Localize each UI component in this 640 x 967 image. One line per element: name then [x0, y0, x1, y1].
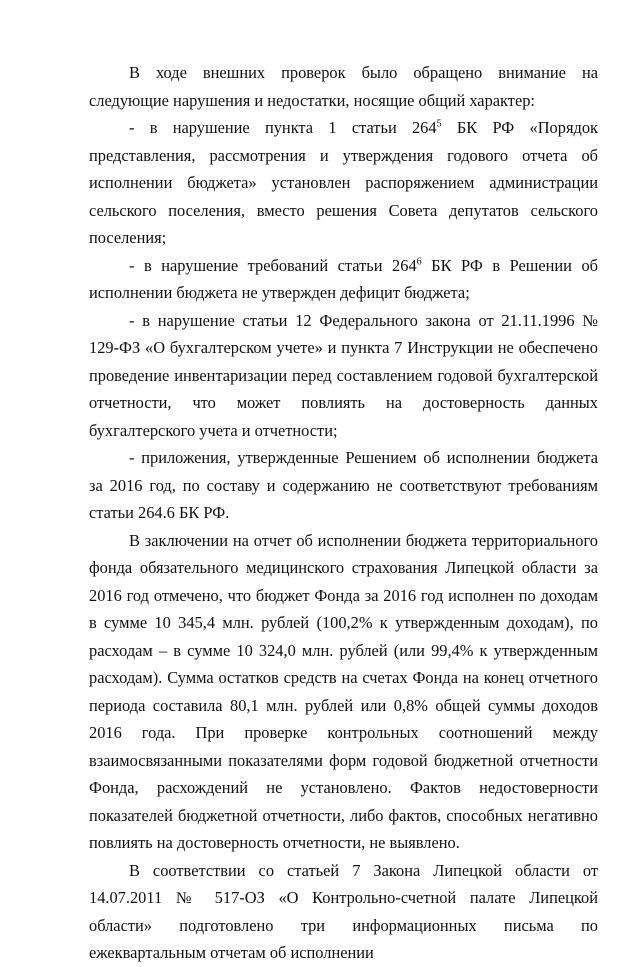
paragraph-text-start: - в нарушение требований статьи 264	[129, 255, 417, 275]
paragraph-text: В ходе внешних проверок было обращено внимание на следующие нарушения и недостатки, носящие общий характер:	[89, 63, 598, 110]
paragraph-text-end: БК РФ в Решении об исполнении бюджета не утвержден дефицит бюджета;	[89, 255, 598, 302]
paragraph-text-end: БК РФ «Порядок представления, рассмотрения и утверждения годового отчета об исполнении бюджета» установлен распоряжением администрации сельского поселения, вместо решения Совета депутатов сельского поселения;	[89, 118, 598, 247]
paragraph-violation-article-264-6	[89, 252, 598, 307]
paragraph-violation-appendices	[89, 444, 598, 527]
article-superscript: 6	[416, 256, 422, 268]
paragraph-information-letters	[89, 857, 598, 967]
paragraph-text: В соответствии со статьей 7 Закона Липецкой области от 14.07.2011 № 517-ОЗ «О Контрольно-счетной палате Липецкой области» подготовлено три информационных письма по ежеквартальным отчетам об исполнении	[89, 860, 598, 962]
document-body	[89, 59, 598, 967]
paragraph-violation-accounting-law	[89, 307, 598, 445]
paragraph-fund-conclusion	[89, 527, 598, 857]
paragraph-text: В заключении на отчет об исполнении бюджета территориального фонда обязательного медицинского страхования Липецкой области за 2016 год отмечено, что бюджет Фонда за 2016 год исполнен по доходам в сумме 10 345,4 млн. рублей (100,2% к утвержденным доходам), по расходам – в сумме 10 324,0 млн. рублей (или 99,4% к утвержденным расходам). Сумма остатков средств на счетах Фонда на конец отчетного периода составила 80,1 млн. рублей или 0,8% общей суммы доходов 2016 года. При проверке контрольных соотношений между взаимосвязанными показателями форм годовой бюджетной отчетности Фонда, расхождений не установлено. Фактов недостоверности показателей бюджетной отчетности, либо фактов, способных негативно повлиять на достоверность отчетности, не выявлено.	[89, 530, 598, 852]
paragraph-text: - в нарушение статьи 12 Федерального закона от 21.11.1996 № 129-ФЗ «О бухгалтерском учете» и пункта 7 Инструкции не обеспечено проведение инвентаризации перед составлением годовой бухгалтерской отчетности, что может повлиять на достоверность данных бухгалтерского учета и отчетности;	[89, 310, 598, 440]
paragraph-text: - приложения, утвержденные Решением об исполнении бюджета за 2016 год, по составу и содержанию не соответствуют требованиям статьи 264.6 БК РФ.	[89, 448, 598, 522]
paragraph-violation-article-264-5	[89, 114, 598, 252]
article-superscript: 5	[436, 118, 442, 130]
paragraph-intro	[89, 59, 598, 114]
paragraph-text-start: - в нарушение пункта 1 статьи 264	[129, 118, 437, 137]
